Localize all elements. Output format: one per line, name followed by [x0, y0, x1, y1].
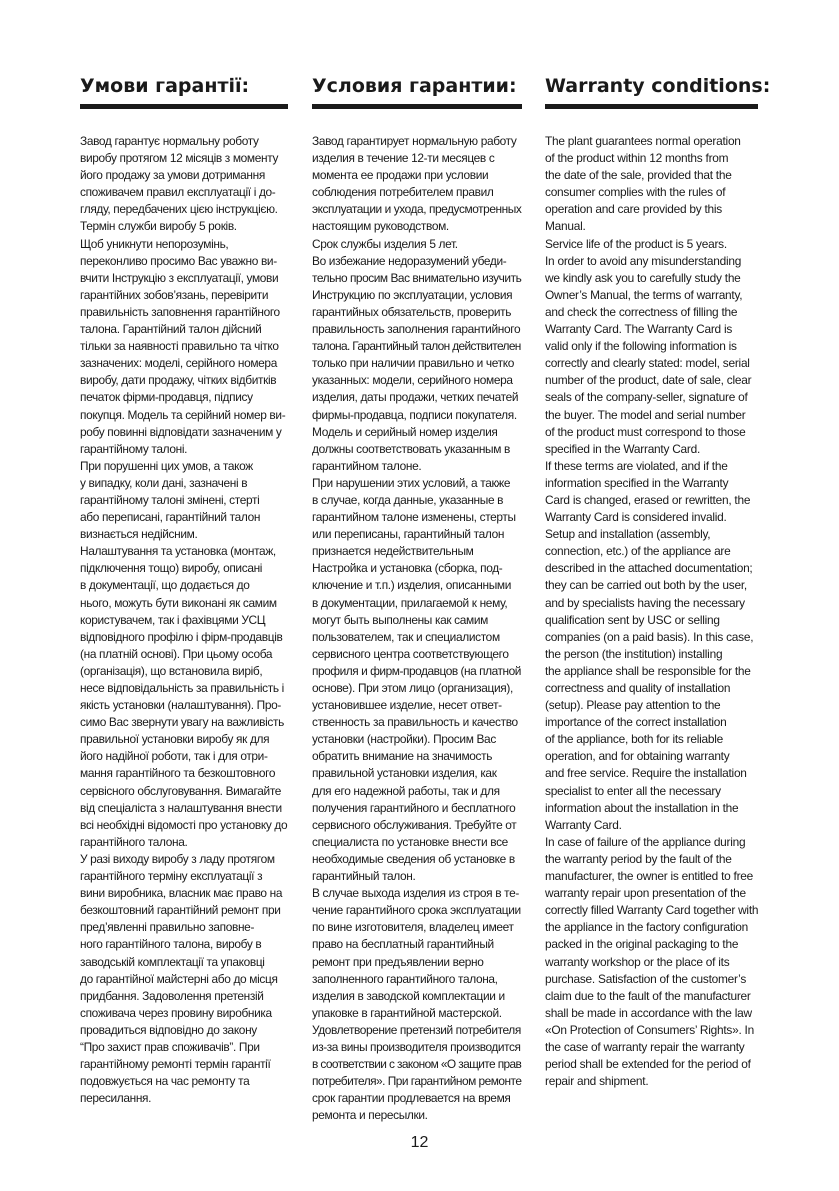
text-line: Срок службы изделия 5 лет.	[312, 236, 458, 251]
text-line: connection, etc.) of the appliance are	[545, 544, 731, 559]
text-line: ремонт при предъявлении верно	[312, 954, 484, 969]
text-line: гляду, передбачених цією інструкцією.	[80, 202, 278, 217]
text-line: гарантійного талона.	[80, 834, 188, 849]
text-line: Налаштування та установка (монтаж,	[80, 544, 276, 559]
text-line: или переписаны, гарантийный талон	[312, 527, 505, 542]
body-text-english	[545, 133, 758, 1090]
text-line: симо Вас звернути увагу на важливість	[80, 715, 284, 730]
text-line: specialist to enter all the necessary	[545, 783, 721, 798]
text-line: (організація), що встановила виріб,	[80, 663, 263, 678]
text-line: в соответствии с законом «О защите прав	[312, 1057, 522, 1072]
text-line: companies (on a paid basis). In this case,	[545, 629, 754, 644]
text-line: потребителя». При гарантийном ремонте	[312, 1074, 522, 1089]
text-line: провадиться відповідно до закону	[80, 1022, 257, 1037]
text-line: consumer complies with the rules of	[545, 185, 726, 200]
text-line: виробу, дати продажу, чітких відбитків	[80, 373, 277, 388]
text-line: талона. Гарантійний талон дійсний	[80, 322, 262, 337]
heading-rule	[80, 104, 288, 109]
text-line: Warranty Card.	[545, 817, 622, 832]
text-line: якість установки (налаштування). Про-	[80, 698, 281, 713]
text-line: основе). При этом лицо (организация),	[312, 681, 513, 695]
text-line: number of the product, date of sale, clear	[545, 373, 752, 388]
text-line: the appliance in the factory configuration	[545, 920, 749, 935]
text-line: the case of warranty repair the warranty	[545, 1039, 745, 1054]
text-line: the warranty period by the fault of the	[545, 851, 732, 866]
text-line: зазначених: моделі, серійного номера	[80, 356, 277, 371]
text-line: правильной установки изделия, как	[312, 766, 497, 781]
text-line: warranty workshop or the place of its	[545, 954, 730, 969]
text-line: изделия в течение 12-ти месяцев с	[312, 151, 495, 166]
text-line: користувачем, так і фахівцями УСЦ	[80, 612, 266, 627]
text-line: указанных: модели, серийного номера	[312, 373, 513, 388]
text-line: При нарушении этих условий, а также	[312, 475, 511, 490]
text-line: специалиста по установке внести все	[312, 834, 508, 849]
text-line: від спеціаліста з налаштування внести	[80, 800, 282, 815]
text-line: профиля и фирм-продавцов (на платной	[312, 663, 521, 678]
text-line: могут быть выполнены как самим	[312, 612, 488, 627]
text-line: Завод гарантує нормальну роботу	[80, 134, 259, 148]
text-line: изделия в заводской комплектации и	[312, 988, 505, 1003]
text-line: гарантійних зобов’язань, перевірити	[80, 287, 269, 302]
text-line: При порушенні цих умов, а також	[80, 458, 253, 473]
text-line: правильность заполнения гарантийного	[312, 322, 521, 337]
text-line: подовжується на час ремонту та	[80, 1074, 250, 1089]
text-line: сервісного обслуговування. Вимагайте	[80, 783, 282, 798]
text-line: відповідного профілю і фірм-продавців	[80, 629, 283, 644]
text-line: Завод гарантирует нормальную работу	[312, 134, 517, 148]
text-line: Инструкцию по эксплуатации, условия	[312, 287, 513, 302]
text-line: Термін служби виробу 5 років.	[80, 219, 237, 234]
text-line: в случае, когда данные, указанные в	[312, 492, 504, 507]
heading-rule	[545, 104, 758, 109]
text-line: срок гарантии продлевается на время	[312, 1091, 511, 1106]
text-line: information specified in the Warranty	[545, 475, 729, 490]
text-line: У разі виходу виробу з ладу протягом	[80, 851, 275, 866]
text-line: нього, можуть бути виконані як самим	[80, 595, 277, 610]
text-line: правильність заповнення гарантійного	[80, 304, 280, 319]
text-line: correctly and clearly stated: model, serial	[545, 356, 750, 371]
text-line: мання гарантійного та безкоштовного	[80, 766, 276, 781]
text-line: тільки за наявності правильно та чітко	[80, 339, 279, 354]
text-line: The plant guarantees normal operation	[545, 134, 741, 148]
text-line: печаток фірми-продавця, підпису	[80, 390, 253, 405]
text-line: ключение и т.п.) изделия, описанными	[312, 578, 512, 593]
heading-ukrainian: Умови гарантії:	[80, 75, 250, 97]
text-line: сервисного обслуживания. Требуйте от	[312, 817, 517, 832]
heading-rule	[312, 104, 522, 109]
text-line: the buyer. The model and serial number	[545, 407, 746, 422]
text-line: described in the attached documentation;	[545, 561, 753, 576]
text-line: ремонта и пересылки.	[312, 1108, 428, 1123]
text-line: эксплуатации и ухода, предусмотренных	[312, 202, 522, 217]
text-line: установки (настройки). Просим Вас	[312, 732, 496, 747]
text-line: If these terms are violated, and if the	[545, 458, 728, 473]
text-line: заводській комплектації та упаковці	[80, 954, 265, 969]
text-line: In case of failure of the appliance during	[545, 834, 746, 849]
text-line: упаковке в гарантийной мастерской.	[312, 1005, 502, 1020]
text-line: Настройка и установка (сборка, под-	[312, 561, 503, 576]
text-line: and by specialists having the necessary	[545, 595, 745, 610]
column-ukrainian	[80, 60, 288, 1107]
text-line: споживача через провину виробника	[80, 1005, 272, 1020]
text-line: гарантийный талон.	[312, 869, 416, 884]
text-line: сервисного центра соответствующего	[312, 646, 509, 661]
text-line: they can be carried out both by the user,	[545, 578, 747, 593]
text-line: Модель и серийный номер изделия	[312, 424, 498, 439]
text-line: гарантійному ремонті термін гарантії	[80, 1057, 271, 1072]
text-line: and check the correctness of filling the	[545, 304, 738, 319]
text-line: the appliance shall be responsible for the	[545, 663, 751, 678]
text-line: заполненного гарантийного талона,	[312, 971, 498, 986]
text-line: из-за вины производителя производится	[312, 1039, 521, 1054]
text-line: його надійної роботи, так і для отри-	[80, 749, 268, 764]
text-line: ственность за правильность и качество	[312, 715, 518, 730]
text-line: Warranty Card. The Warranty Card is	[545, 322, 733, 337]
text-line: Во избежание недоразумений убеди-	[312, 253, 507, 268]
heading-russian: Условия гарантии:	[312, 75, 517, 97]
text-line: purchase. Satisfaction of the customer’s	[545, 971, 747, 986]
text-line: гарантійному талоні.	[80, 441, 188, 456]
text-line: робу повинні відповідати зазначеним у	[80, 424, 282, 439]
text-line: Service life of the product is 5 years.	[545, 236, 727, 251]
text-line: В случае выхода изделия из строя в те-	[312, 886, 519, 901]
text-line: для его надежной работы, так и для	[312, 783, 500, 798]
text-line: необходимые сведения об установке в	[312, 851, 515, 866]
text-line: соблюдения потребителем правил	[312, 185, 494, 200]
text-line: пред’явленні правильно заповне-	[80, 920, 255, 935]
text-line: ного гарантійного талона, виробу в	[80, 937, 262, 952]
column-russian	[312, 60, 522, 1124]
text-line: Owner’s Manual, the terms of warranty,	[545, 287, 743, 302]
text-line: гарантийных обязательств, проверить	[312, 304, 512, 319]
text-line: должны соответствовать указанным в	[312, 441, 510, 456]
text-line: valid only if the following information is	[545, 339, 737, 354]
text-line: право на бесплатный гарантийный	[312, 937, 494, 952]
text-line: у випадку, коли дані, зазначені в	[80, 475, 248, 490]
text-line: придбання. Задоволення претензій	[80, 988, 264, 1003]
text-line: тельно просим Вас внимательно изучить	[312, 270, 522, 285]
text-line: підключення тощо) виробу, описані	[80, 561, 263, 576]
text-line: пересилання.	[80, 1091, 152, 1106]
text-line: of the appliance, both for its reliable	[545, 732, 723, 747]
text-line: correctly filled Warranty Card together with	[545, 903, 759, 918]
text-line: только при наличии правильно и четко	[312, 356, 514, 371]
text-line: operation and care provided by this	[545, 202, 722, 217]
text-line: споживачем правил експлуатації і до-	[80, 185, 276, 200]
text-line: importance of the correct installation	[545, 715, 727, 730]
text-line: до гарантійної майстерні або до місця	[80, 971, 278, 986]
text-line: shall be made in accordance with the law	[545, 1005, 752, 1020]
body-text-ukrainian	[80, 133, 288, 1107]
text-line: изделия, даты продажи, четких печатей	[312, 390, 519, 405]
text-line: по вине изготовителя, владелец имеет	[312, 920, 514, 935]
page-number: 12	[410, 1134, 429, 1151]
text-line: момента ее продажи при условии	[312, 168, 489, 183]
heading-english: Warranty conditions:	[545, 75, 771, 97]
text-line: гарантійного терміну експлуатації з	[80, 869, 263, 884]
text-line: repair and shipment.	[545, 1074, 649, 1089]
text-line: manufacturer, the owner is entitled to free	[545, 869, 754, 884]
text-line: в документации, прилагаемой к нему,	[312, 595, 508, 610]
text-line: period shall be extended for the period of	[545, 1057, 751, 1072]
text-line: получения гарантийного и бесплатного	[312, 800, 516, 815]
text-line: гарантийном талоне изменены, стерты	[312, 510, 516, 525]
text-line: або переписані, гарантійний талон	[80, 510, 261, 525]
body-text-russian	[312, 133, 522, 1124]
text-line: qualification sent by USC or selling	[545, 612, 720, 627]
text-line: the person (the institution) installing	[545, 646, 723, 661]
text-line: визнається недійсним.	[80, 527, 198, 542]
column-english	[545, 60, 771, 1090]
text-line: «On Protection of Consumers’ Rights». In	[545, 1022, 754, 1037]
text-line: настоящим руководством.	[312, 219, 449, 234]
text-line: In order to avoid any misunderstanding	[545, 253, 742, 268]
text-line: specified in the Warranty Card.	[545, 441, 701, 456]
text-line: “Про захист прав споживачів”. При	[80, 1039, 260, 1054]
text-line: of the product within 12 months from	[545, 151, 729, 166]
text-line: його продажу за умови дотримання	[80, 168, 265, 183]
text-line: seals of the company-seller, signature of	[545, 390, 748, 405]
text-line: (на платній основі). При цьому особа	[80, 646, 273, 661]
text-line: packed in the original packaging to the	[545, 937, 739, 952]
text-line: correctness and quality of installation	[545, 681, 731, 695]
text-line: переконливо просимо Вас уважно ви-	[80, 253, 277, 268]
text-line: warranty repair upon presentation of the	[545, 886, 746, 901]
text-line: (setup). Please pay attention to the	[545, 698, 721, 713]
text-line: and free service. Require the installation	[545, 766, 747, 781]
text-line: вини виробника, власник має право на	[80, 886, 283, 901]
text-line: несе відповідальність за правильність і	[80, 681, 284, 695]
text-line: покупця. Модель та серійний номер ви-	[80, 407, 286, 422]
text-line: Setup and installation (assembly,	[545, 527, 711, 542]
text-line: установившее изделие, несет ответ-	[312, 698, 502, 713]
text-line: фирмы-продавца, подписи покупателя.	[312, 407, 517, 422]
text-line: обратить внимание на значимость	[312, 749, 493, 764]
text-line: operation, and for obtaining warranty	[545, 749, 730, 764]
text-line: виробу протягом 12 місяців з моменту	[80, 151, 279, 166]
text-line: правильної установки виробу як для	[80, 732, 270, 747]
text-line: Удовлетворение претензий потребителя	[312, 1022, 521, 1037]
text-line: безкоштовний гарантійний ремонт при	[80, 903, 281, 918]
text-line: пользователем, так и специалистом	[312, 629, 500, 644]
text-line: the date of the sale, provided that the	[545, 168, 732, 183]
text-line: вчити Інструкцію з експлуатації, умови	[80, 270, 279, 285]
text-line: information about the installation in the	[545, 800, 739, 815]
text-line: claim due to the fault of the manufacturer	[545, 988, 751, 1003]
text-line: гарантийном талоне.	[312, 458, 422, 473]
text-line: Card is changed, erased or rewritten, the	[545, 492, 751, 507]
text-line: признается недействительным	[312, 544, 474, 559]
text-line: Щоб уникнути непорозумінь,	[80, 236, 229, 251]
text-line: в документації, що додається до	[80, 578, 250, 593]
text-line: гарантійному талоні змінені, стерті	[80, 492, 260, 507]
text-line: of the product must correspond to those	[545, 424, 746, 439]
text-line: всі необхідні відомості про установку до	[80, 817, 288, 832]
text-line: талона. Гарантийный талон действителен	[312, 339, 521, 354]
text-line: Warranty Card is considered invalid.	[545, 510, 727, 525]
text-line: we kindly ask you to carefully study the	[545, 270, 741, 285]
text-line: Manual.	[545, 219, 586, 234]
text-line: чение гарантийного срока эксплуатации	[312, 903, 521, 918]
